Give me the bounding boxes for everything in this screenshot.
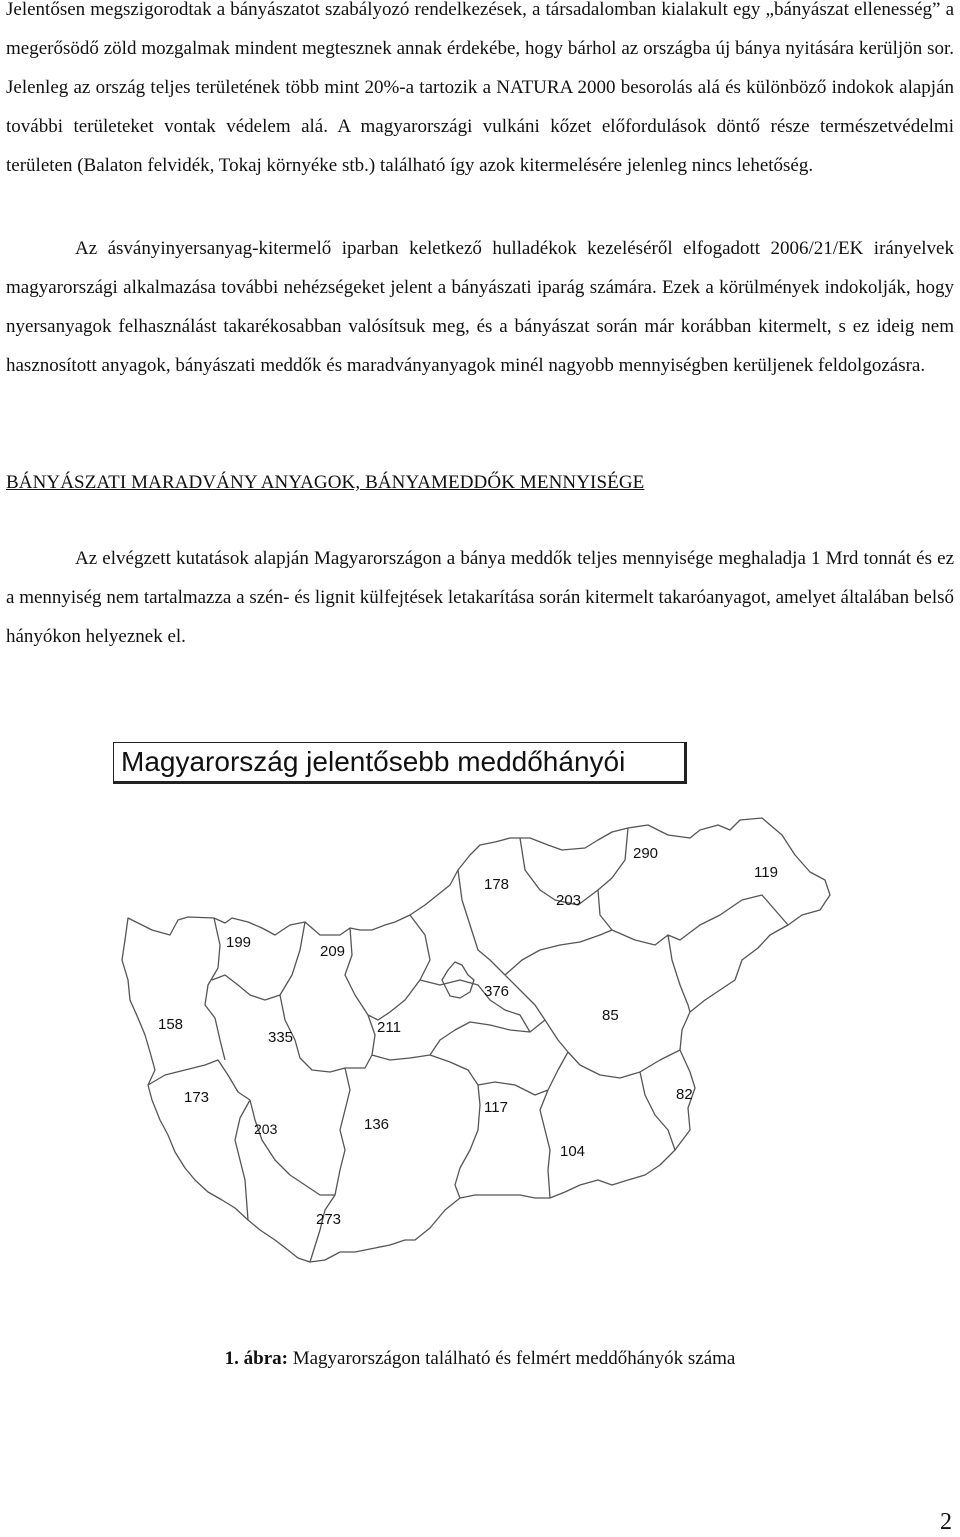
paragraph-text: Az elvégzett kutatások alapján Magyarországon a bánya meddők teljes mennyisége meghaladja 1 Mrd tonnát és ez a mennyiség nem tartalmazza a szén- és lignit külfejtések letakarítása során kitermelt takaróanyagot, amelyet általában belső hányókon helyeznek el. bbox=[6, 548, 954, 647]
label-bacs: 117 bbox=[484, 1099, 508, 1116]
label-pest: 376 bbox=[484, 983, 510, 1000]
label-zala: 173 bbox=[184, 1089, 210, 1106]
page-number: 2 bbox=[940, 1509, 952, 1535]
country-outline bbox=[122, 818, 830, 1262]
label-tolna: 136 bbox=[364, 1116, 390, 1133]
paragraph-text: Az ásványinyersanyag-kitermelő iparban keletkező hulladékok kezeléséről elfogadott 2006/21/EK irányelvek magyarországi alkalmazása további nehézségeket jelent a bányászati iparág számára. Ezek a körülmények indokolják, hogy nyersanyagok felhasználást takarékosabban valósítsuk meg, és a bányászat során már korábban kitermelt, s ez ideig nem hasznosított anyagok, bányászati meddők és maradványanyagok minél nagyobb mennyiségben kerüljenek feldolgozásra. bbox=[6, 238, 954, 376]
label-csongrad: 104 bbox=[560, 1143, 586, 1160]
map-title: Magyarország jelentősebb meddőhányói bbox=[121, 746, 626, 777]
caption-text: Magyarországon található és felmért meddőhányók száma bbox=[287, 1348, 736, 1369]
figure-caption bbox=[0, 1348, 960, 1370]
label-vas: 158 bbox=[158, 1016, 184, 1033]
label-somogy: 203 bbox=[254, 1121, 278, 1137]
label-komarom: 209 bbox=[320, 943, 346, 960]
label-hajdu: 82 bbox=[676, 1086, 693, 1103]
label-veszprem: 335 bbox=[268, 1029, 294, 1046]
map-title-box bbox=[113, 742, 687, 784]
section-heading: BÁNYÁSZATI MARADVÁNY ANYAGOK, BÁNYAMEDDŐK MENNYISÉGE bbox=[6, 472, 645, 493]
label-heves: 203 bbox=[556, 892, 582, 909]
label-nograd: 178 bbox=[484, 876, 510, 893]
county-value-labels bbox=[158, 845, 778, 1228]
paragraph-text: Jelentősen megszigorodtak a bányászatot szabályozó rendelkezések, a társadalomban kialakult egy „bányászat ellenesség” a megerősödő zöld mozgalmak mindent megtesznek annak érdekébe, hogy bárhol az országba új bánya nyitására kerüljön sor. Jelenleg az ország teljes területének több mint 20%-a tartozik a NATURA 2000 besorolás alá és különböző indokok alapján további területeket vontak védelem alá. A magyarországi vulkáni kőzet előfordulások döntő része természetvédelmi területen (Balaton felvidék, Tokaj környéke stb.) található így azok kitermelésére jelenleg nincs lehetőség. bbox=[6, 0, 954, 176]
label-szabolcs: 119 bbox=[754, 864, 778, 881]
label-baranya: 273 bbox=[316, 1211, 342, 1228]
caption-label: 1. ábra: bbox=[224, 1348, 288, 1369]
label-gyor: 199 bbox=[226, 934, 252, 951]
label-borsod: 290 bbox=[633, 845, 659, 862]
label-szolnok: 85 bbox=[602, 1007, 619, 1024]
label-fejer: 211 bbox=[377, 1019, 401, 1036]
